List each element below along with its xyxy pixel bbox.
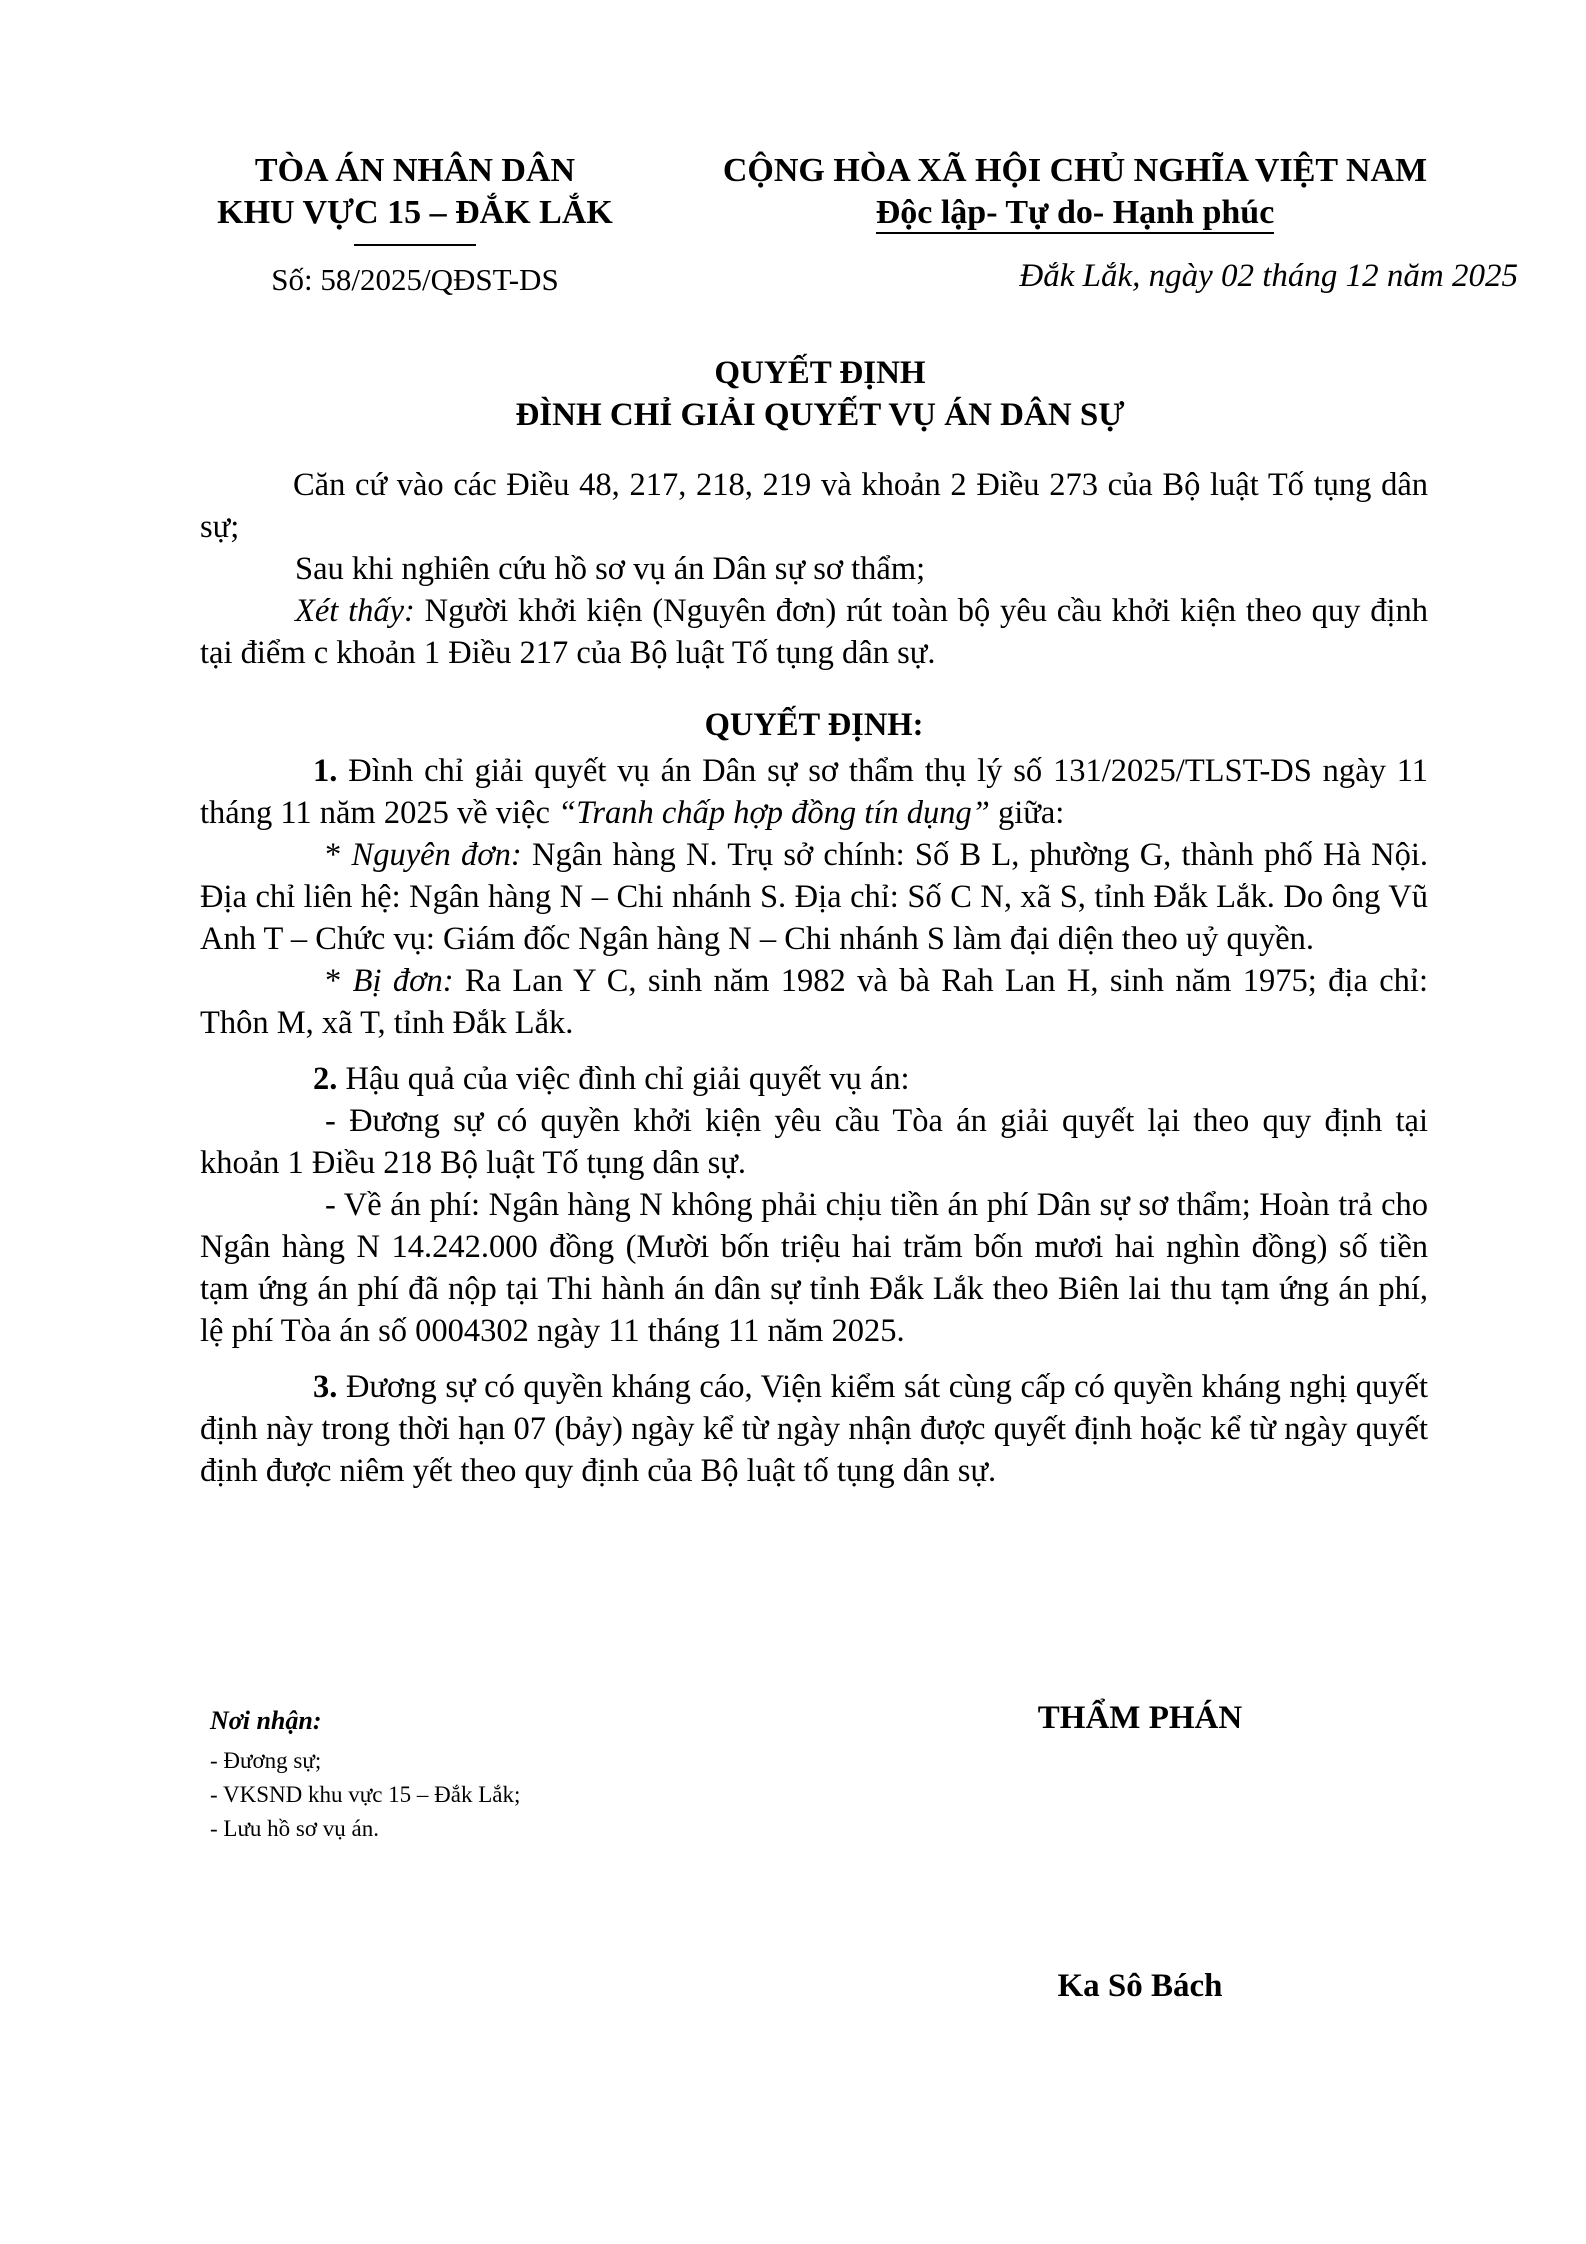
document-title: [180, 352, 1460, 436]
decision-item-2: [200, 1058, 1428, 1100]
item-2-right-to-sue: - Đương sự có quyền khởi kiện yêu cầu Tòa án giải quyết lại theo quy định tại khoản 1 Điều 218 Bộ luật Tố tụng dân sự.: [200, 1103, 1428, 1181]
finding-paragraph: [200, 590, 1428, 674]
item-1-case-name: “Tranh chấp hợp đồng tín dụng”: [558, 795, 990, 831]
item-2-text: Hậu quả của việc đình chỉ giải quyết vụ án:: [337, 1061, 910, 1097]
recipient-item: - Lưu hồ sơ vụ án.: [210, 1816, 379, 1841]
review-paragraph: Sau khi nghiên cứu hồ sơ vụ án Dân sự sơ thẩm;: [295, 551, 926, 587]
defendant-paragraph: [200, 960, 1428, 1044]
judge-title: THẨM PHÁN: [1037, 1700, 1243, 1736]
court-name-line2: KHU VỰC 15 – ĐẮK LẮK: [217, 194, 613, 231]
recipient-item: - VKSND khu vực 15 – Đắk Lắk;: [210, 1782, 521, 1807]
decision-heading: QUYẾT ĐỊNH:: [704, 707, 924, 743]
court-name-block: [180, 150, 650, 234]
item-3-text: Đương sự có quyền kháng cáo, Viện kiểm sát cùng cấp có quyền kháng nghị quyết định này trong thời hạn 07 (bảy) ngày kể từ ngày nhận được quyết định hoặc kể từ ngày quyết định được niêm yết theo quy định của Bộ luật tố tụng dân sự.: [200, 1369, 1428, 1489]
decision-item-1: [200, 750, 1428, 834]
plaintiff-prefix: *: [325, 837, 352, 873]
item-1-text-a: Đình chỉ giải quyết vụ án Dân sự sơ thẩm thụ lý số 131/2025/TLST-DS ngày 11 tháng 11 năm 2025 về việc: [200, 753, 1428, 831]
national-motto: Độc lập- Tự do- Hạnh phúc: [876, 194, 1275, 234]
document-title-line2: ĐÌNH CHỈ GIẢI QUYẾT VỤ ÁN DÂN SỰ: [515, 397, 1125, 433]
item-1-text-b: giữa:: [989, 795, 1065, 831]
court-name-line1: TÒA ÁN NHÂN DÂN: [254, 152, 576, 189]
item-3-number: 3.: [313, 1369, 338, 1405]
document-body: [200, 464, 1428, 1492]
place-and-date: Đắk Lắk, ngày 02 tháng 12 năm 2025: [1019, 258, 1518, 294]
recipients-label: Nơi nhận:: [210, 1706, 322, 1735]
document-title-line1: QUYẾT ĐỊNH: [714, 355, 926, 391]
national-title: CỘNG HÒA XÃ HỘI CHỦ NGHĨA VIỆT NAM: [722, 152, 1428, 189]
recipients-list: [210, 1744, 520, 1846]
item-1-number: 1.: [313, 753, 338, 789]
court-name-underline: [354, 244, 476, 246]
defendant-label: Bị đơn:: [352, 963, 454, 999]
national-header-block: [690, 150, 1460, 234]
defendant-text: Ra Lan Y C, sinh năm 1982 và bà Rah Lan H, sinh năm 1975; địa chỉ: Thôn M, xã T, tỉnh Đắk Lắk.: [200, 963, 1428, 1041]
item-2-court-fee: - Về án phí: Ngân hàng N không phải chịu tiền án phí Dân sự sơ thẩm; Hoàn trả cho Ngân hàng N 14.242.000 đồng (Mười bốn triệu hai trăm bốn mươi hai nghìn đồng) số tiền tạm ứng án phí đã nộp tại Thi hành án dân sự tỉnh Đắk Lắk theo Biên lai thu tạm ứng án phí, lệ phí Tòa án số 0004302 ngày 11 tháng 11 năm 2025.: [200, 1187, 1428, 1349]
item-2-number: 2.: [313, 1061, 338, 1097]
plaintiff-text: Ngân hàng N. Trụ sở chính: Số B L, phường G, thành phố Hà Nội. Địa chỉ liên hệ: Ngân hàng N – Chi nhánh S. Địa chỉ: Số C N, xã S, tỉnh Đắk Lắk. Do ông Vũ Anh T – Chức vụ: Giám đốc Ngân hàng N – Chi nhánh S làm đại diện theo uỷ quyền.: [200, 837, 1429, 957]
recipient-item: - Đương sự;: [210, 1748, 322, 1773]
document-number: Số: 58/2025/QĐST-DS: [271, 262, 559, 297]
legal-basis-paragraph: Căn cứ vào các Điều 48, 217, 218, 219 và khoản 2 Điều 273 của Bộ luật Tố tụng dân sự;: [200, 467, 1428, 545]
judge-name: Ka Sô Bách: [1057, 1968, 1223, 2004]
plaintiff-paragraph: [200, 834, 1428, 960]
finding-label: Xét thấy:: [295, 593, 415, 629]
decision-item-3: [200, 1366, 1428, 1492]
defendant-prefix: *: [325, 963, 353, 999]
finding-text: Người khởi kiện (Nguyên đơn) rút toàn bộ yêu cầu khởi kiện theo quy định tại điểm c khoản 1 Điều 217 của Bộ luật Tố tụng dân sự.: [200, 593, 1428, 671]
plaintiff-label: Nguyên đơn:: [351, 837, 522, 873]
